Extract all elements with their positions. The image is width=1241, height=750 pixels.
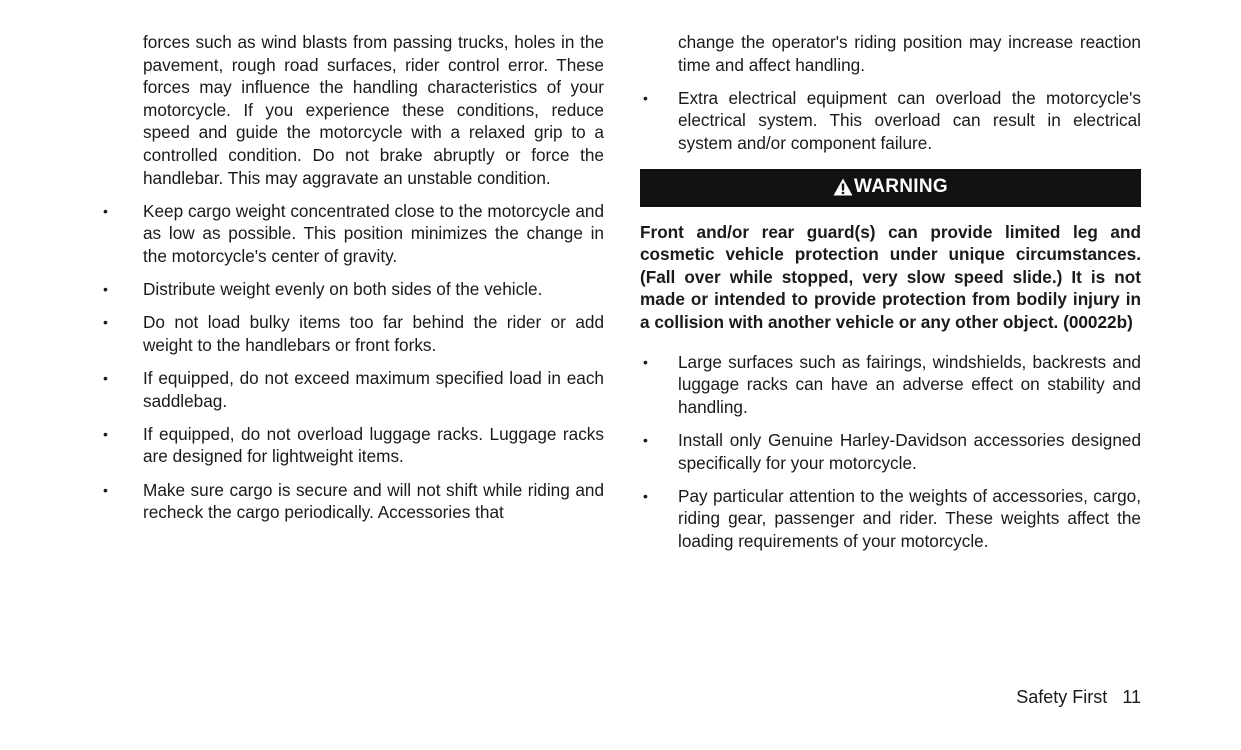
list-item-text: Distribute weight evenly on both sides of the vehicle. — [143, 279, 543, 300]
list-item — [100, 423, 604, 468]
bullet-icon: • — [103, 370, 108, 387]
bullet-icon: • — [103, 425, 108, 442]
list-item-text: Do not load bulky items too far behind the rider or add weight to the handlebars or front forks. — [143, 312, 604, 355]
list-item-text: Pay particular attention to the weights of accessories, cargo, riding gear, passenger and rider. These weights affect the loading requirements of your motorcycle. — [678, 485, 1141, 552]
list-item — [640, 485, 1141, 553]
list-item — [640, 87, 1141, 155]
warning-triangle-icon — [833, 178, 853, 196]
list-item-text: Extra electrical equipment can overload the motorcycle's electrical system. This overload can result in electrical system and/or component failure. — [678, 87, 1141, 153]
list-item — [100, 479, 604, 524]
bullet-icon: • — [103, 281, 108, 298]
bullet-list — [640, 351, 1141, 553]
bullet-icon: • — [643, 487, 648, 504]
bullet-list — [640, 87, 1141, 155]
continuation-paragraph: change the operator's riding position may increase reaction time and affect handling. — [678, 32, 1141, 75]
list-item-text: Large surfaces such as fairings, windshields, backrests and luggage racks can have an adverse effect on stability and handling. — [678, 351, 1141, 417]
bullet-icon: • — [103, 314, 108, 331]
list-item — [100, 278, 604, 301]
list-item-text: Keep cargo weight concentrated close to the motorcycle and as low as possible. This position minimizes the change in the motorcycle's center of gravity. — [143, 200, 604, 266]
list-item — [100, 367, 604, 412]
continuation-paragraph: forces such as wind blasts from passing trucks, holes in the pavement, rough road surfaces, rider control error. These forces may influence the handling characteristics of your motorcycle. If you experience these conditions, reduce speed and guide the motorcycle with a relaxed grip to a controlled condition. Do not brake abruptly or force the handlebar. This may aggravate an unstable condition. — [143, 32, 604, 188]
section-title: Safety First — [1016, 687, 1108, 707]
bullet-icon: • — [643, 432, 648, 449]
left-column — [100, 31, 604, 524]
bullet-icon: • — [643, 353, 648, 370]
warning-message: Front and/or rear guard(s) can provide limited leg and cosmetic vehicle protection under unique circumstances. (Fall over while stopped, very slow speed slide.) It is not made or intended to provide protection from bodily injury in a collision with another vehicle or any other object. (00022b) — [640, 221, 1141, 332]
list-item — [100, 311, 604, 356]
page-number: 11 — [1122, 687, 1141, 707]
list-item-text: If equipped, do not exceed maximum specified load in each saddlebag. — [143, 368, 604, 411]
list-item — [100, 200, 604, 268]
list-item — [640, 351, 1141, 419]
warning-label: WARNING — [854, 176, 948, 198]
list-item-text: Make sure cargo is secure and will not shift while riding and recheck the cargo periodically. Accessories that — [143, 479, 604, 523]
list-item-text: If equipped, do not overload luggage racks. Luggage racks are designed for lightweight items. — [143, 423, 604, 467]
bullet-icon: • — [643, 89, 648, 106]
bullet-icon: • — [103, 202, 108, 219]
list-item — [640, 429, 1141, 474]
bullet-icon: • — [103, 481, 108, 498]
right-column — [640, 31, 1141, 553]
list-item-text: Install only Genuine Harley-Davidson accessories designed specifically for your motorcycle. — [678, 430, 1141, 473]
bullet-list — [100, 200, 604, 524]
page-footer — [1016, 685, 1141, 709]
warning-banner — [640, 169, 1141, 207]
